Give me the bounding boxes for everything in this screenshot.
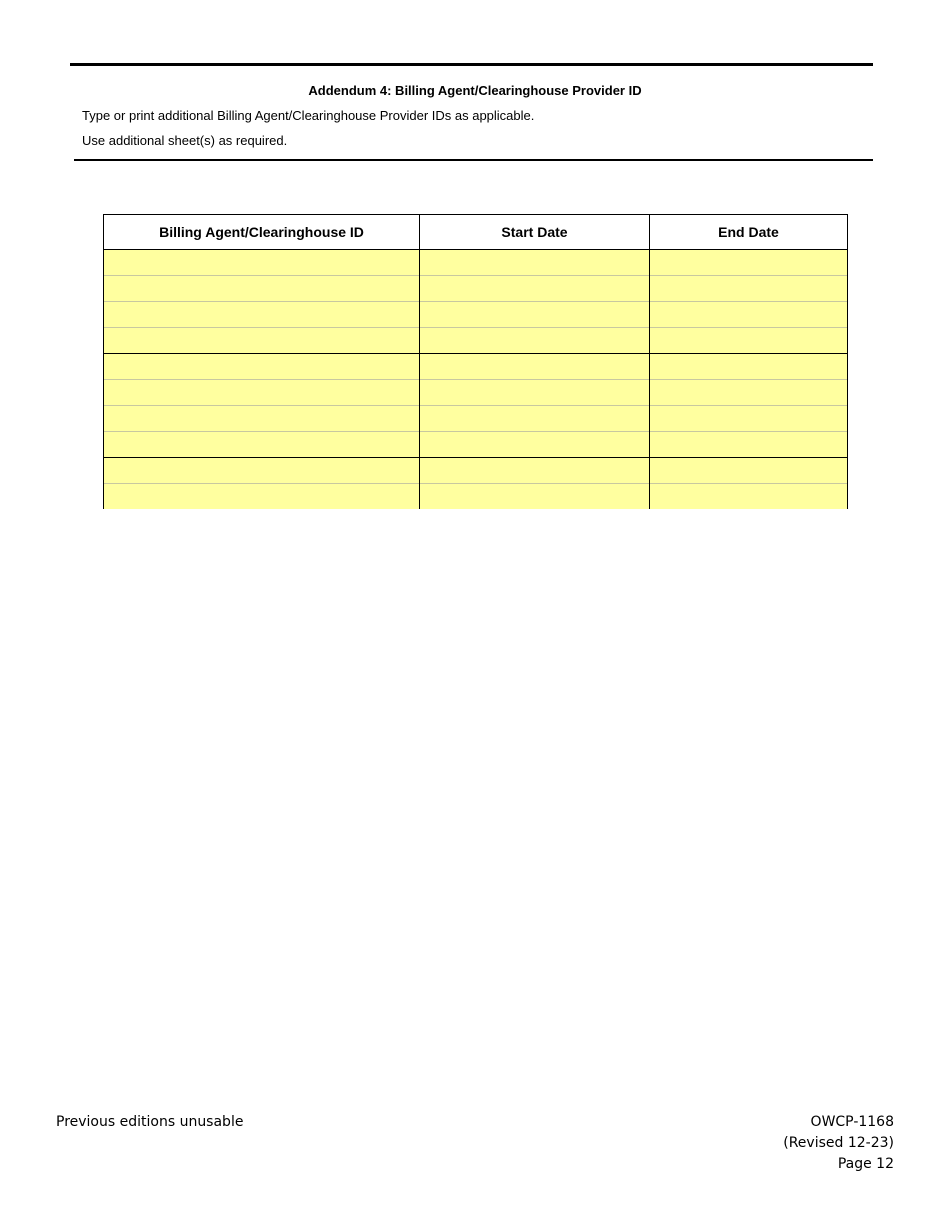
billing-agent-id-field[interactable] [104,302,420,328]
start-date-field[interactable] [420,302,650,328]
page-number: Page 12 [837,1156,894,1172]
start-date-field[interactable] [420,354,650,380]
start-date-field[interactable] [420,328,650,354]
instruction-text: Type or print additional Billing Agent/Clearinghouse Provider IDs as applicable. [82,108,535,123]
start-date-field[interactable] [420,484,650,510]
bottom-rule [74,159,873,161]
column-header-start-date: Start Date [420,215,650,250]
table-row [104,302,848,328]
end-date-field[interactable] [650,328,848,354]
end-date-field[interactable] [650,276,848,302]
footer-editions-note: Previous editions unusable [56,1114,244,1130]
table-row [104,432,848,458]
end-date-field[interactable] [650,302,848,328]
end-date-field[interactable] [650,458,848,484]
table-row [104,276,848,302]
end-date-field[interactable] [650,250,848,276]
start-date-field[interactable] [420,380,650,406]
start-date-field[interactable] [420,406,650,432]
table-row [104,380,848,406]
column-header-billing-agent-id: Billing Agent/Clearinghouse ID [104,215,420,250]
addendum-title: Addendum 4: Billing Agent/Clearinghouse Provider ID [308,83,642,98]
table-row [104,406,848,432]
billing-agent-id-field[interactable] [104,432,420,458]
end-date-field[interactable] [650,484,848,510]
start-date-field[interactable] [420,250,650,276]
billing-agent-id-field[interactable] [104,406,420,432]
billing-agent-id-field[interactable] [104,458,420,484]
start-date-field[interactable] [420,276,650,302]
start-date-field[interactable] [420,458,650,484]
end-date-field[interactable] [650,406,848,432]
start-date-field[interactable] [420,432,650,458]
top-rule [70,63,873,66]
table-row [104,250,848,276]
table-row [104,354,848,380]
revision-date: (Revised 12-23) [783,1135,894,1151]
end-date-field[interactable] [650,432,848,458]
table-row [104,328,848,354]
table-row [104,484,848,510]
form-number: OWCP-1168 [810,1114,894,1130]
end-date-field[interactable] [650,380,848,406]
billing-agent-id-field[interactable] [104,380,420,406]
billing-agent-table [103,214,848,509]
instruction-text-additional-sheets: Use additional sheet(s) as required. [82,133,288,148]
table-header-row [104,215,848,250]
table-row [104,458,848,484]
billing-agent-id-field[interactable] [104,328,420,354]
billing-agent-id-field[interactable] [104,276,420,302]
end-date-field[interactable] [650,354,848,380]
billing-agent-id-field[interactable] [104,484,420,510]
billing-agent-id-field[interactable] [104,354,420,380]
billing-agent-id-field[interactable] [104,250,420,276]
footer-form-info [783,1112,894,1175]
column-header-end-date: End Date [650,215,848,250]
